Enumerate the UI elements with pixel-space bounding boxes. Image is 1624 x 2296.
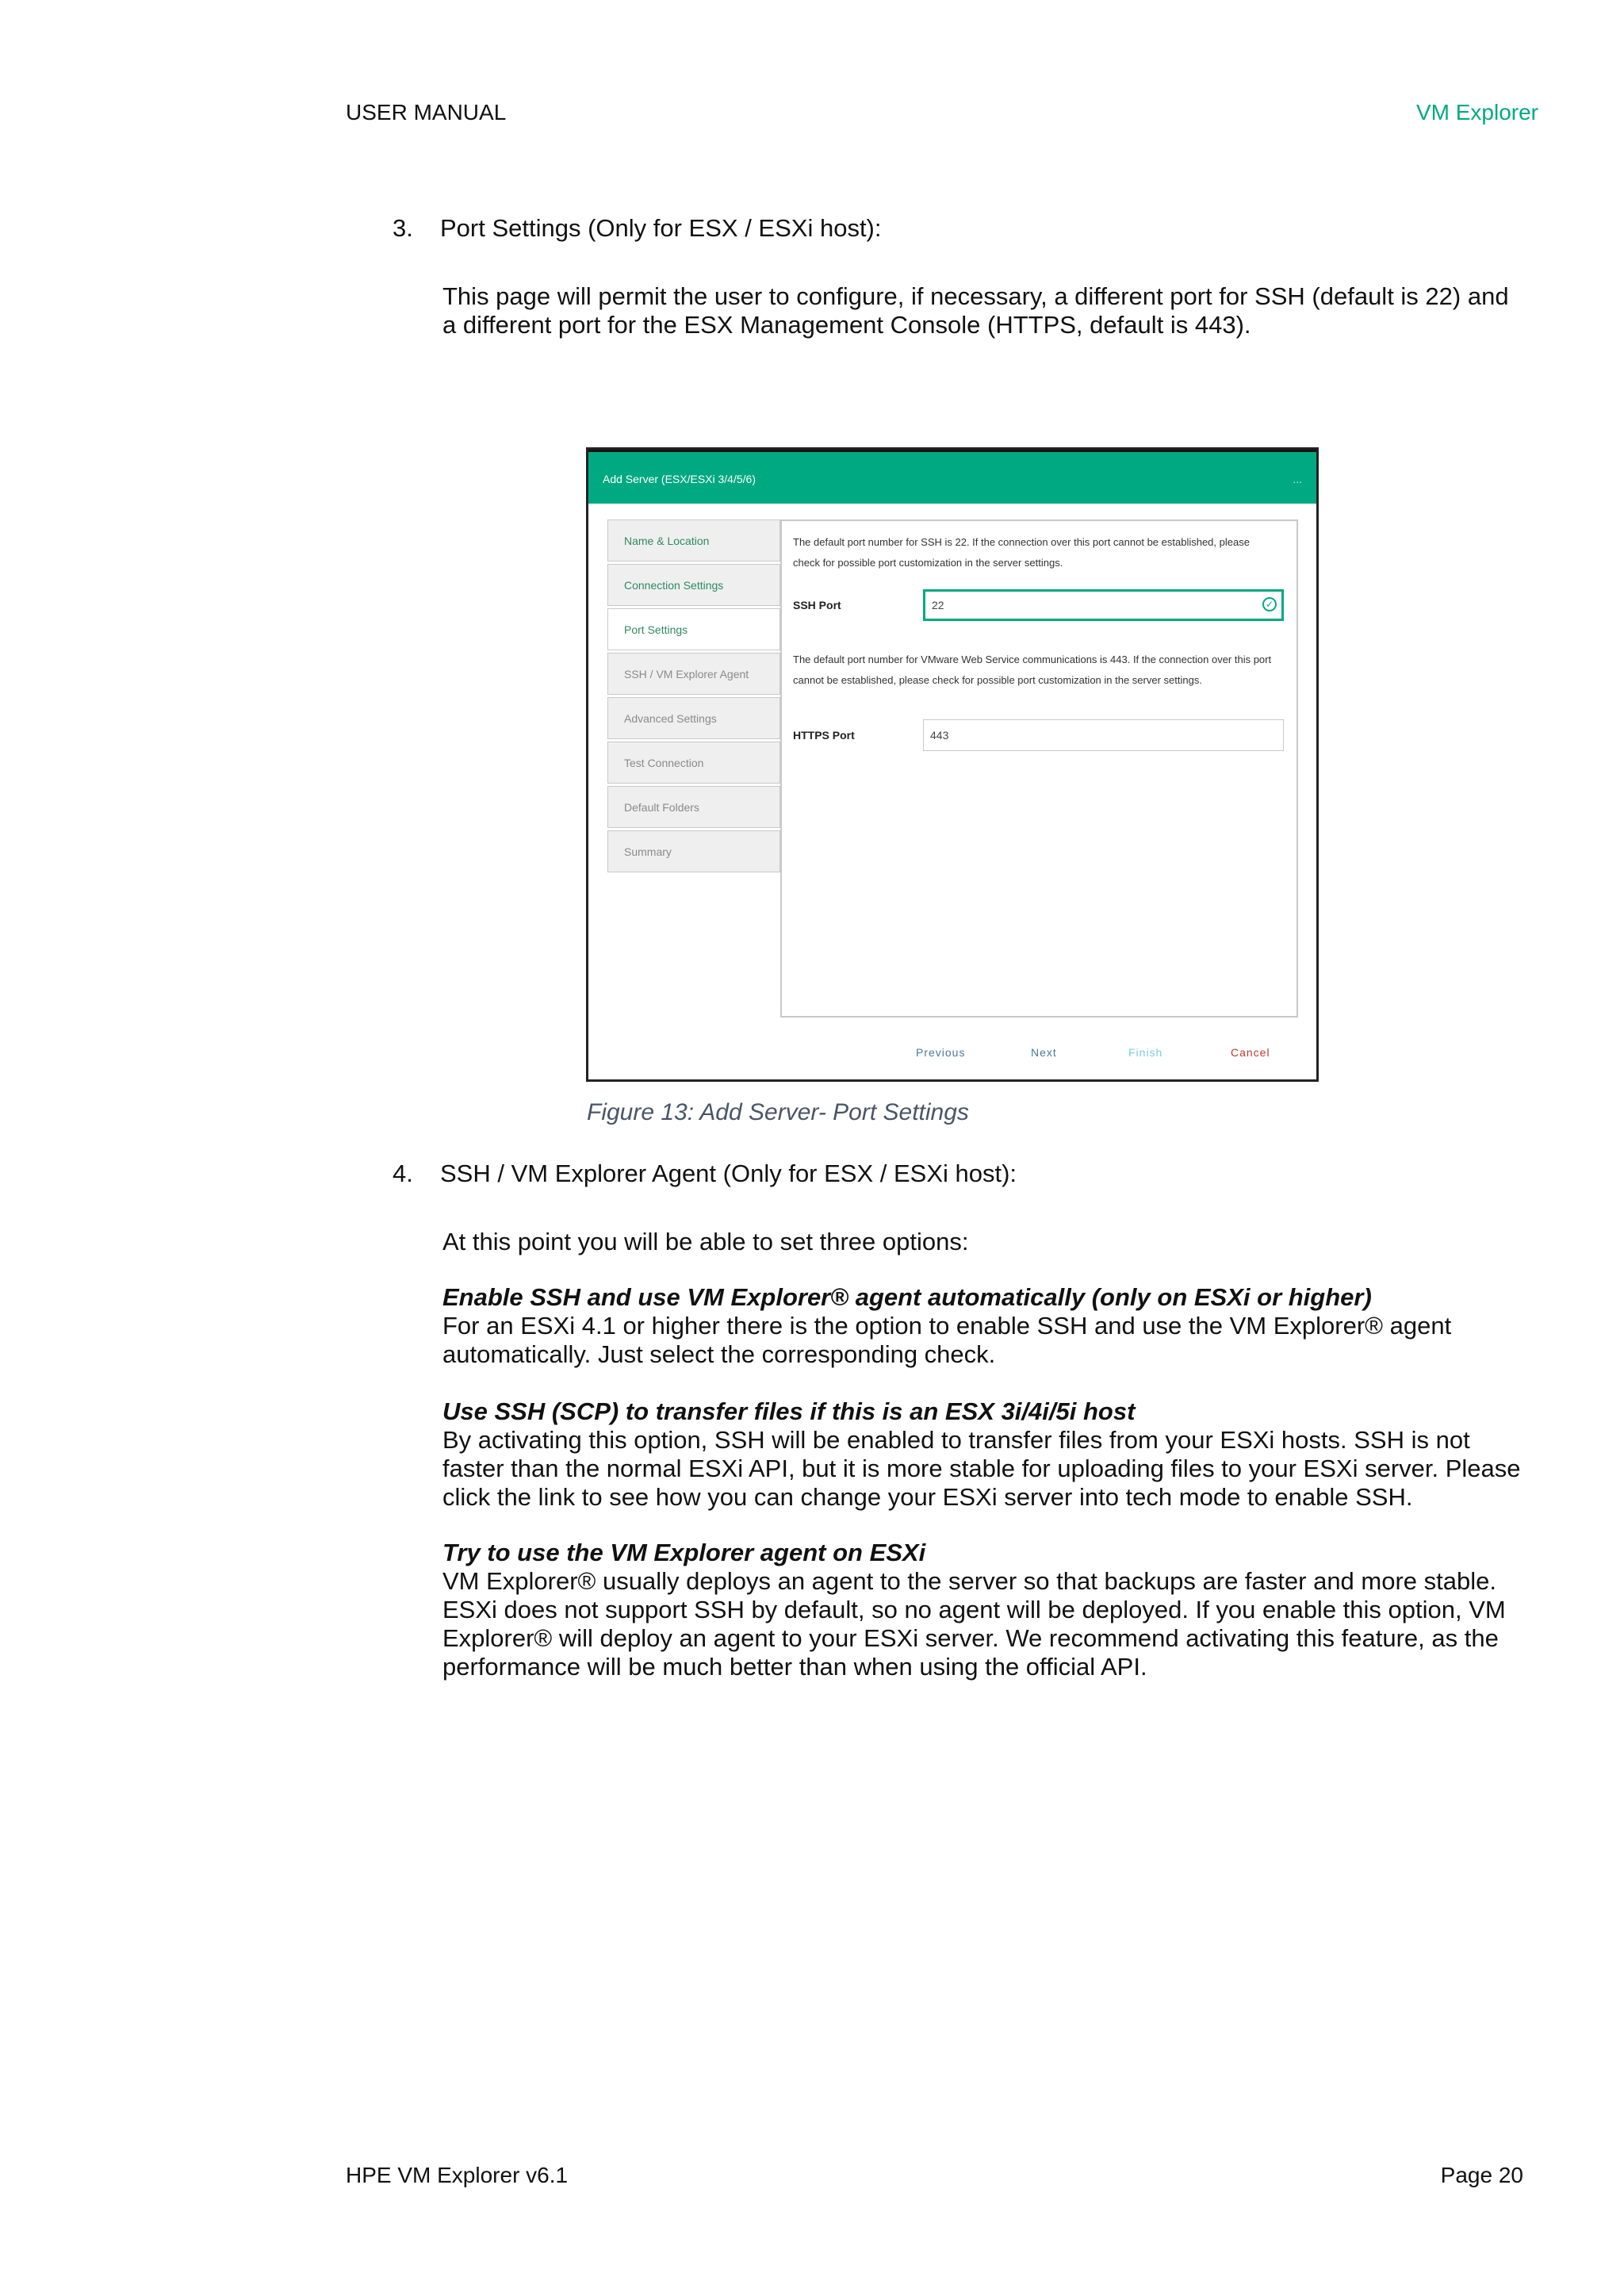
dialog-title: Add Server (ESX/ESXi 3/4/5/6) bbox=[603, 473, 756, 485]
step-title: Port Settings (Only for ESX / ESXi host): bbox=[440, 214, 882, 242]
nav-item-test-connection[interactable]: Test Connection bbox=[607, 742, 780, 784]
option-1-title: Enable SSH and use VM Explorer® agent automatically (only on ESXi or higher) bbox=[442, 1283, 1372, 1311]
header-product: VM Explorer bbox=[1415, 100, 1538, 125]
step-number: 4. bbox=[393, 1159, 413, 1187]
step-3-body: This page will permit the user to configure, if necessary, a different port for SSH (default is 22) and a different port for the ESX Management Console (HTTPS, default is 443). bbox=[442, 282, 1509, 339]
https-port-label: HTTPS Port bbox=[793, 729, 855, 742]
port-settings-panel bbox=[780, 519, 1298, 1018]
finish-button[interactable]: Finish bbox=[1128, 1046, 1163, 1059]
option-3-body: VM Explorer® usually deploys an agent to the server so that backups are faster and more stable. ESXi does not support SSH by default, so no agent will be deployed. If you enable this option, VM Explorer® will deploy an agent to your ESXi server. We recommend activating this feature, as the performance will be much better than when using the official API. bbox=[442, 1567, 1506, 1681]
nav-item-advanced-settings[interactable]: Advanced Settings bbox=[607, 697, 780, 739]
option-2 bbox=[442, 1397, 1529, 1512]
https-port-value: 443 bbox=[930, 729, 949, 742]
option-2-body: By activating this option, SSH will be enabled to transfer files from your ESXi hosts. SSH is not faster than the normal ESXi API, but it is more stable for uploading files to your ESXi server. Please click the link to see how you can change your ESXi server into tech mode to enable SSH. bbox=[442, 1426, 1521, 1511]
ssh-port-value: 22 bbox=[932, 599, 944, 611]
nav-item-connection-settings[interactable]: Connection Settings bbox=[607, 564, 780, 606]
ssh-port-input[interactable] bbox=[923, 589, 1284, 621]
nav-item-ssh-agent[interactable]: SSH / VM Explorer Agent bbox=[607, 653, 780, 695]
check-icon: ✓ bbox=[1262, 597, 1277, 611]
option-1 bbox=[442, 1283, 1529, 1369]
step-3-heading bbox=[393, 214, 882, 243]
ssh-port-label: SSH Port bbox=[793, 599, 841, 611]
nav-item-default-folders[interactable]: Default Folders bbox=[607, 786, 780, 828]
add-server-dialog-screenshot bbox=[586, 447, 1319, 1082]
option-2-title: Use SSH (SCP) to transfer files if this is an ESX 3i/4i/5i host bbox=[442, 1397, 1136, 1425]
header-title: USER MANUAL bbox=[346, 100, 507, 125]
next-button[interactable]: Next bbox=[1031, 1046, 1057, 1059]
nav-item-name-location[interactable]: Name & Location bbox=[607, 519, 780, 562]
ssh-description: The default port number for SSH is 22. If the connection over this port cannot be established, please check for possible port customization in the server settings. bbox=[793, 536, 1250, 569]
option-3 bbox=[442, 1539, 1529, 1681]
previous-button[interactable]: Previous bbox=[916, 1046, 966, 1059]
step-number: 3. bbox=[393, 214, 413, 242]
dialog-menu-icon[interactable]: ... bbox=[1293, 473, 1302, 485]
option-1-body: For an ESXi 4.1 or higher there is the option to enable SSH and use the VM Explorer® agent automatically. Just select the corresponding check. bbox=[442, 1312, 1452, 1368]
wizard-nav bbox=[607, 519, 780, 875]
option-3-title: Try to use the VM Explorer agent on ESXi bbox=[442, 1539, 926, 1566]
step-4-intro: At this point you will be able to set three options: bbox=[442, 1228, 969, 1255]
step-4-heading bbox=[393, 1159, 1017, 1188]
dialog-titlebar bbox=[588, 450, 1316, 504]
footer-product: HPE VM Explorer v6.1 bbox=[346, 2163, 569, 2187]
figure-caption: Figure 13: Add Server- Port Settings bbox=[587, 1099, 969, 1125]
https-description: The default port number for VMware Web Service communications is 443. If the connection over this port cannot be established, please check for possible port customization in the server settings. bbox=[793, 654, 1272, 686]
step-title: SSH / VM Explorer Agent (Only for ESX / ESXi host): bbox=[440, 1159, 1017, 1187]
nav-item-summary[interactable]: Summary bbox=[607, 830, 780, 872]
footer-page-number: Page 20 bbox=[1440, 2163, 1523, 2187]
nav-item-port-settings[interactable]: Port Settings bbox=[607, 608, 780, 650]
cancel-button[interactable]: Cancel bbox=[1231, 1046, 1270, 1059]
https-port-input[interactable] bbox=[923, 719, 1284, 751]
